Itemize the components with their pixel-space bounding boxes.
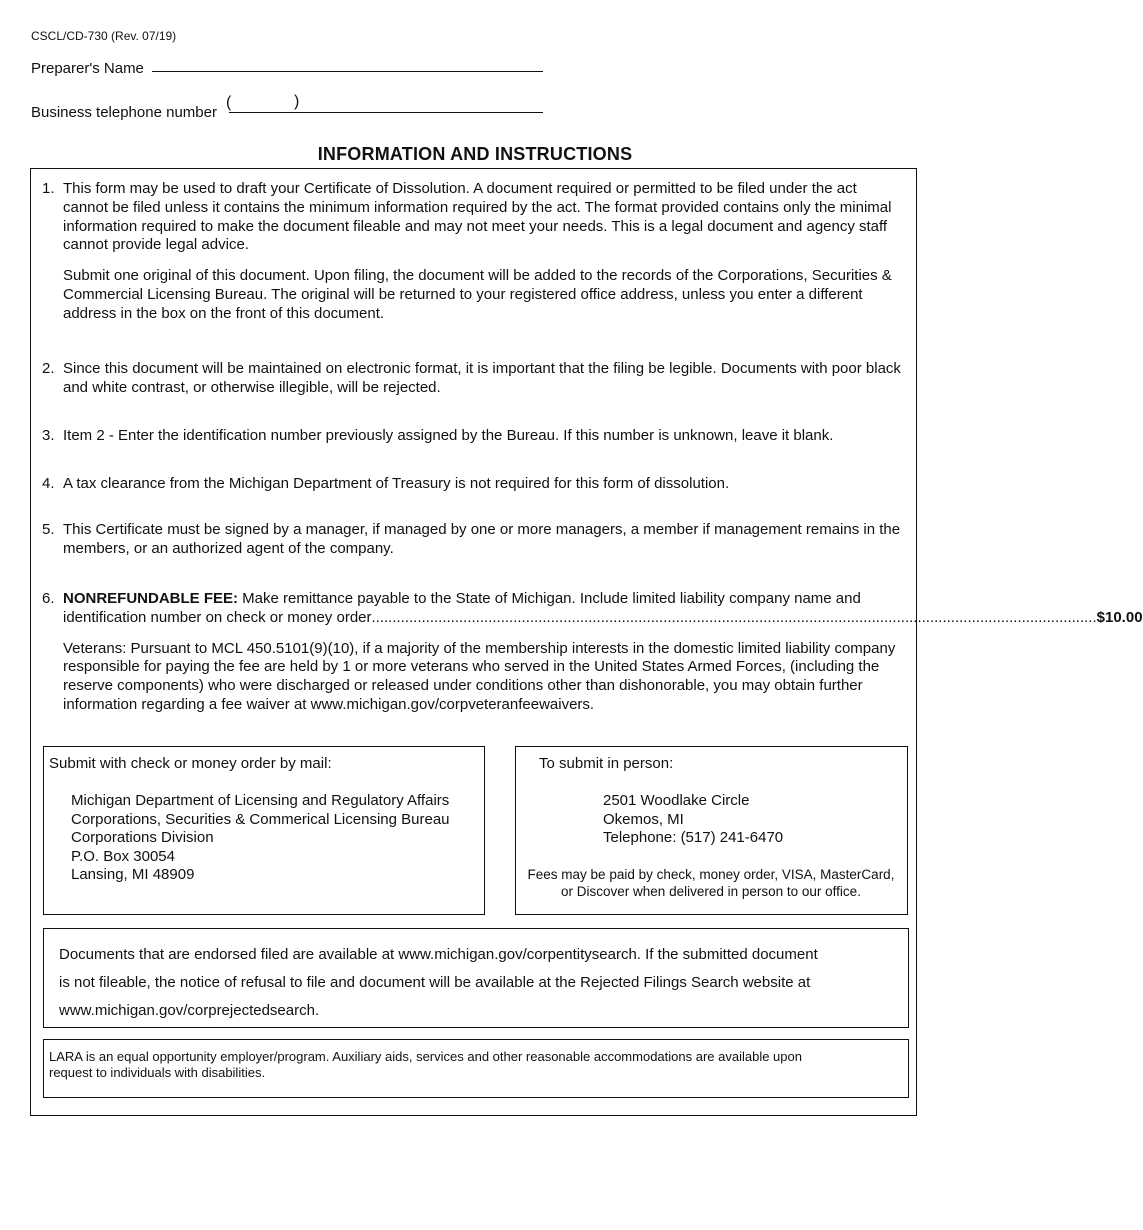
instruction-item-1: 1. This form may be used to draft your Certificate of Dissolution. A document required or permitted to be filed under the act cannot be filed unless it contains the minimum information required by the act. The format provided contains only the minimal information required to make the document fileable and may not meet your needs. This is a legal document and agency staff cannot provide legal advice. Submit one original of this document. Upon filing, the document will be added to the records of the Corporations, Securities & Commercial Licensing Bureau. The original will be returned to your registered office address, unless you enter a different address in the box on the front of this document. (42, 180, 904, 324)
mail-address-line: P.O. Box 30054 (71, 847, 175, 865)
preparer-name-field[interactable] (152, 71, 543, 72)
instruction-item-3: 3. Item 2 - Enter the identification number previously assigned by the Bureau. If this number is unknown, leave it blank. (42, 427, 904, 446)
instruction-text: This Certificate must be signed by a manager, if managed by one or more managers, a member if management remains in the members, or an authorized agent of the company. (63, 521, 901, 557)
lara-notice-box (43, 1039, 909, 1098)
mail-address-line: Corporations, Securities & Commerical Licensing Bureau (71, 810, 450, 828)
phone-paren-close: ) (294, 93, 300, 110)
page-title: INFORMATION AND INSTRUCTIONS (317, 144, 633, 164)
fee-line (63, 608, 1143, 628)
mail-heading: Submit with check or money order by mail: (49, 755, 332, 772)
instruction-text: A tax clearance from the Michigan Department of Treasury is not required for this form of dissolution. (63, 475, 730, 492)
mail-address-line: Corporations Division (71, 829, 214, 847)
mail-submission-box (43, 746, 485, 915)
instruction-item-5: 5. This Certificate must be signed by a manager, if managed by one or more managers, a member if management remains in the members, or an authorized agent of the company. (42, 521, 904, 559)
instruction-text: Submit one original of this document. Upon filing, the document will be added to the records of the Corporations, Securities & Commercial Licensing Bureau. The original will be returned to your registered office address, unless you enter a different address in the box on the front of this document. (63, 267, 892, 322)
instructions-box (30, 168, 1143, 1116)
instruction-text: Item 2 - Enter the identification number previously assigned by the Bureau. If this number is unknown, leave it blank. (63, 427, 834, 444)
endorsed-text: Documents that are endorsed filed are available at www.michigan.gov/corpentitysearch. If the submitted document (59, 946, 818, 963)
dot-leader: .............................................................................................................................................................................. (371, 608, 1097, 626)
instruction-text: Since this document will be maintained on electronic format, it is important that the filing be legible. Documents with poor black and white contrast, or otherwise illegible, will be rejected. (63, 360, 901, 396)
veterans-text: Veterans: Pursuant to MCL 450.5101(9)(10), if a majority of the membership interests in the domestic limited liability company responsible for paying the fee are held by 1 or more veterans who served in the United States Armed Forces, (including the reserve components) who were discharged or released under conditions other than dishonorable, you may obtain further information regarding a fee waiver at www.michigan.gov/corpveteranfeewaivers. (63, 639, 896, 713)
fee-text: Make remittance payable to the State of Michigan. Include limited liability company name and (238, 590, 861, 607)
business-phone-field[interactable] (229, 112, 543, 113)
form-id: CSCL/CD-730 (Rev. 07/19) (31, 29, 177, 43)
phone-paren-open: ( (226, 94, 232, 111)
preparer-name-label: Preparer's Name (31, 60, 144, 77)
in-person-heading: To submit in person: (539, 755, 674, 772)
mail-address-line: Lansing, MI 48909 (71, 866, 195, 884)
payment-methods-text: Fees may be paid by check, money order, VISA, MasterCard, (527, 867, 895, 882)
instruction-item-6: 6. NONREFUNDABLE FEE: Make remittance payable to the State of Michigan. Include limited liability company name and identification number on check or money order .............................................................................................................................................................................. $10.00 Veterans: Pursuant to MCL 450.5101(9)(10), if a majority of the membership interests in the domestic limited liability company responsible for paying the fee are held by 1 or more veterans who served in the United States Armed Forces, (including the reserve components) who were discharged or released under conditions other than dishonorable, you may obtain further information regarding a fee waiver at www.michigan.gov/corpveteranfeewaivers. (42, 590, 1143, 713)
lara-text: LARA is an equal opportunity employer/program. Auxiliary aids, services and other reasonable accommodations are available upon (49, 1049, 802, 1064)
lara-text: request to individuals with disabilities. (49, 1065, 266, 1080)
payment-methods-text: or Discover when delivered in person to our office. (561, 884, 861, 899)
mail-address-line: Michigan Department of Licensing and Regulatory Affairs (71, 792, 450, 809)
in-person-address-line: Okemos, MI (603, 810, 684, 828)
instruction-item-4: 4. A tax clearance from the Michigan Department of Treasury is not required for this form of dissolution. (42, 475, 904, 494)
endorsed-text: www.michigan.gov/corprejectedsearch. (59, 1002, 320, 1019)
fee-label: NONREFUNDABLE FEE: (63, 590, 238, 607)
in-person-address-line: Telephone: (517) 241-6470 (603, 829, 784, 847)
endorsed-documents-box (43, 928, 909, 1028)
fee-text-2: identification number on check or money order (63, 608, 372, 626)
endorsed-text: is not fileable, the notice of refusal to file and document will be available at the Rejected Filings Search website at (59, 974, 811, 991)
in-person-address-line: 2501 Woodlake Circle (603, 792, 750, 809)
business-phone-label: Business telephone number (31, 104, 217, 121)
fee-amount: $10.00 (1096, 608, 1143, 626)
in-person-box (515, 746, 908, 915)
instruction-item-2: 2. Since this document will be maintained on electronic format, it is important that the filing be legible. Documents with poor black and white contrast, or otherwise illegible, will be rejected. (42, 360, 904, 398)
instruction-text: This form may be used to draft your Certificate of Dissolution. A document required or permitted to be filed under the act cannot be filed unless it contains the minimum information required by the act. The format provided contains only the minimal information required to make the document fileable and may not meet your needs. This is a legal document and agency staff cannot provide legal advice. (63, 180, 892, 254)
